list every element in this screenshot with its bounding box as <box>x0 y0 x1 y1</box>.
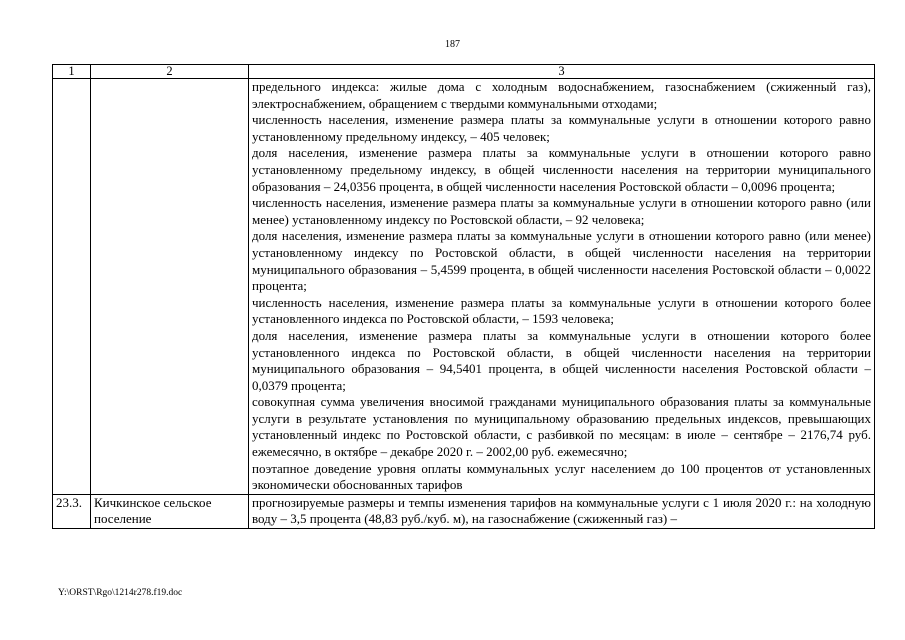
paragraph: численность населения, изменение размера платы за коммунальные услуги в отношении которого равно установленному предельному индексу, – 405 человек; <box>252 112 871 144</box>
paragraph: доля населения, изменение размера платы за коммунальные услуги в отношении которого более установленного индекса по Ростовской области, в общей численности населения на территории муниципального образования – 94,5401 процента, в общей численности населения Ростовской области – 0,0379 процента; <box>252 327 871 393</box>
column-header-3: 3 <box>249 65 875 79</box>
footer-file-path: Y:\ORST\Rgo\1214r278.f19.doc <box>58 588 183 598</box>
column-header-2: 2 <box>91 65 249 79</box>
page-number: 187 <box>445 39 460 50</box>
row-number-cell <box>53 79 91 495</box>
paragraph: численность населения, изменение размера платы за коммунальные услуги в отношении которого более установленного индекса по Ростовской области, – 1593 человека; <box>252 294 871 327</box>
paragraph: доля населения, изменение размера платы за коммунальные услуги в отношении которого равно установленному предельному индексу, в общей численности населения на территории муниципального образования – 24,0356 процента, в общей численности населения Ростовской области – 0,0096 процента; <box>252 145 871 194</box>
table-row <box>53 79 875 495</box>
document-table <box>52 64 875 529</box>
paragraph: доля населения, изменение размера платы за коммунальные услуги в отношении которого равно (или менее) установленному индексу по Ростовской области, в общей численности населения на территории муниципального образования – 5,4599 процента, в общей численности населения Ростовской области – 0,0022 процента; <box>252 228 871 294</box>
column-header-1: 1 <box>53 65 91 79</box>
row-content-cell <box>249 494 875 528</box>
paragraph: поэтапное доведение уровня оплаты коммунальных услуг населением до 100 процентов от установленных экономически обоснованных тарифов <box>252 460 871 493</box>
paragraph: предельного индекса: жилые дома с холодным водоснабжением, газоснабжением (сжиженный газ), электроснабжением, обращением с твердыми коммунальными отходами; <box>252 79 871 111</box>
paragraph: численность населения, изменение размера платы за коммунальные услуги в отношении которого равно (или менее) установленному индексу по Ростовской области, – 92 человека; <box>252 195 871 227</box>
row-name-cell: Кичкинское сельское поселение <box>91 494 249 528</box>
row-name-cell <box>91 79 249 495</box>
table-header-row <box>53 65 875 79</box>
row-number-cell: 23.3. <box>53 494 91 528</box>
paragraph: совокупная сумма увеличения вносимой гражданами муниципального образования платы за коммунальные услуги в результате установления по муниципальному образованию предельных индексов, превышающих установленный индекс по Ростовской области, с разбивкой по месяцам: в июле – сентябре – 2176,74 руб. ежемесячно, в октябре – декабре 2020 г. – 2002,00 руб. ежемесячно; <box>252 394 871 460</box>
row-content-cell <box>249 79 875 495</box>
paragraph: прогнозируемые размеры и темпы изменения тарифов на коммунальные услуги с 1 июля 2020 г.: на холодную воду – 3,5 процента (48,83 руб./куб. м), на газоснабжение (сжиженный газ) – <box>252 494 871 527</box>
table-row <box>53 494 875 528</box>
